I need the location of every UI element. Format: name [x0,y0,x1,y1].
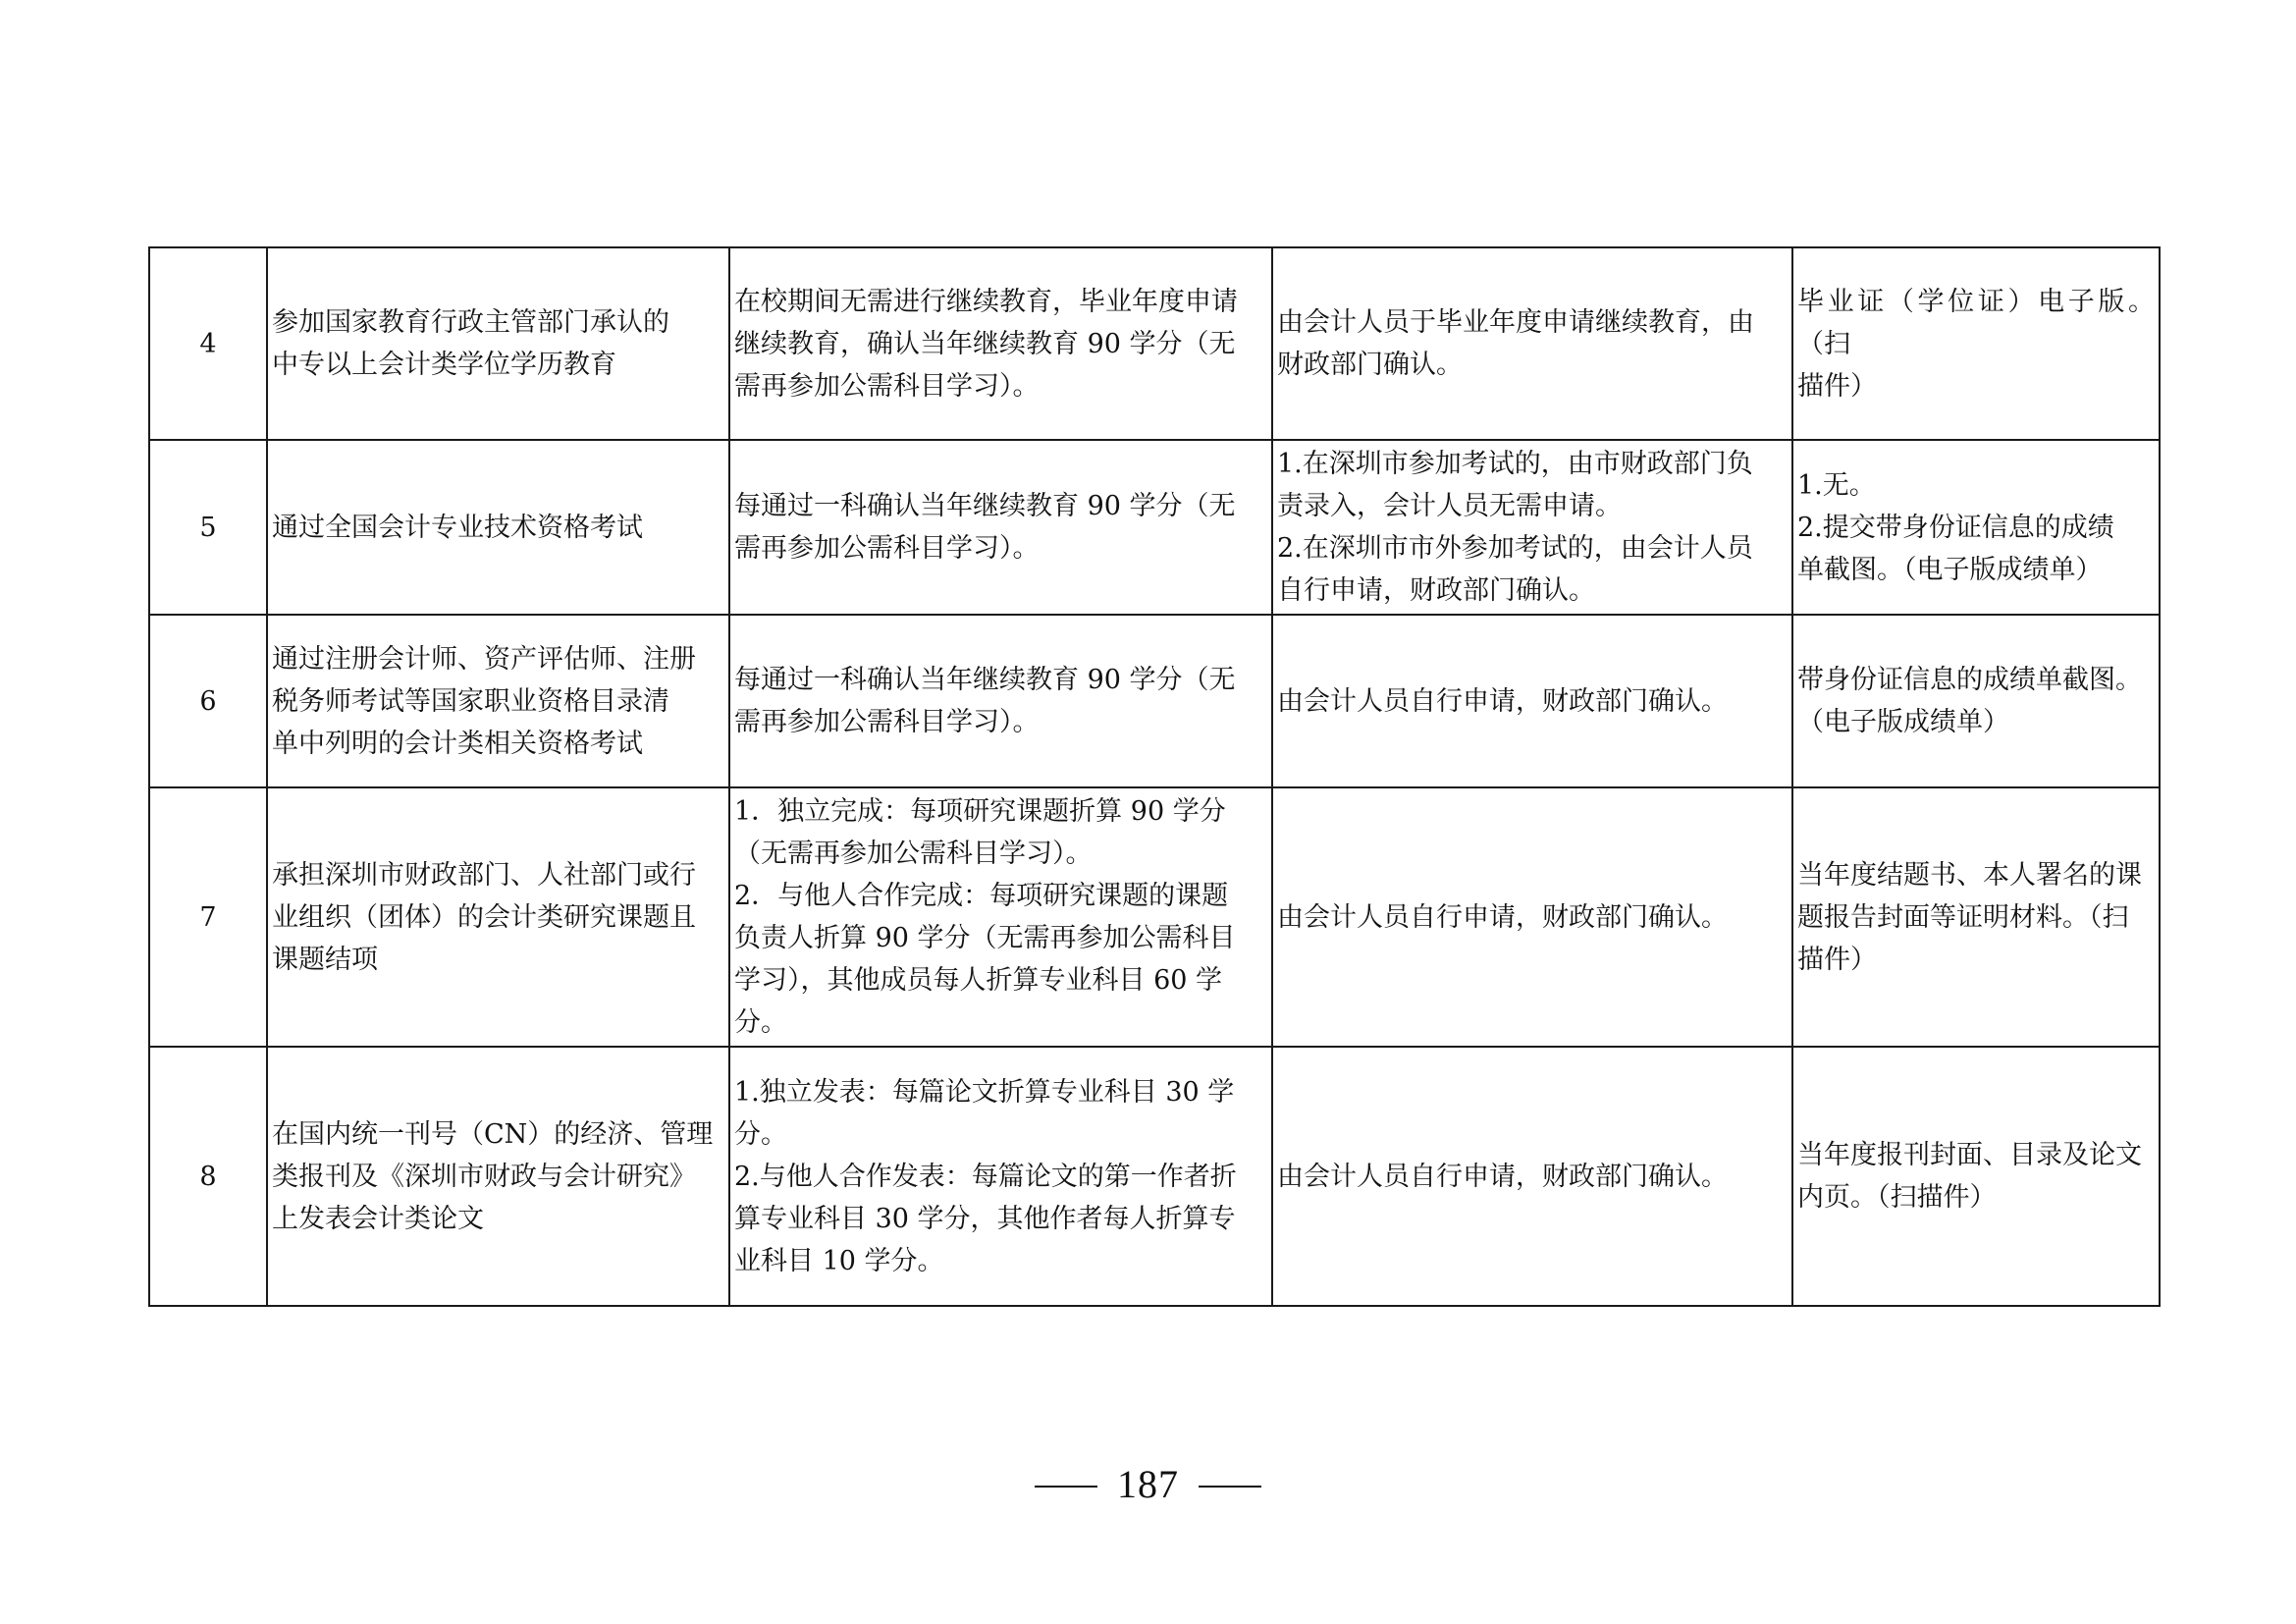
credit-rule-cell: 每通过一科确认当年继续教育 90 学分（无 需再参加公需科目学习）。 [729,440,1272,615]
table-row [149,787,2160,1047]
material-cell: 带身份证信息的成绩单截图。 （电子版成绩单） [1792,615,2160,787]
credit-rule-cell: 在校期间无需进行继续教育，毕业年度申请 继续教育，确认当年继续教育 90 学分（无 需再参加公需科目学习）。 [729,247,1272,440]
material-cell: 1.无。 2.提交带身份证信息的成绩 单截图。（电子版成绩单） [1792,440,2160,615]
credit-rule-cell: 1．独立完成：每项研究课题折算 90 学分 （无需再参加公需科目学习）。 2．与他人合作完成：每项研究课题的课题 负责人折算 90 学分（无需再参加公需科目 学习），其他成员每人折算专业科目 60 学 分。 [729,787,1272,1047]
procedure-cell: 由会计人员自行申请，财政部门确认。 [1272,615,1792,787]
row-number-cell: 4 [149,247,267,440]
row-number-cell: 8 [149,1047,267,1306]
material-cell: 当年度结题书、本人署名的课 题报告封面等证明材料。（扫 描件） [1792,787,2160,1047]
procedure-cell: 由会计人员自行申请，财政部门确认。 [1272,1047,1792,1306]
left-dash [1035,1486,1097,1488]
table-row [149,440,2160,615]
procedure-cell: 1.在深圳市参加考试的，由市财政部门负 责录入，会计人员无需申请。 2.在深圳市市外参加考试的，由会计人员 自行申请，财政部门确认。 [1272,440,1792,615]
item-cell: 通过全国会计专业技术资格考试 [267,440,729,615]
procedure-cell: 由会计人员自行申请，财政部门确认。 [1272,787,1792,1047]
continuing-education-table [148,246,2161,1307]
table-body [149,247,2160,1306]
right-dash [1199,1486,1261,1488]
material-cell: 当年度报刊封面、目录及论文 内页。（扫描件） [1792,1047,2160,1306]
procedure-cell: 由会计人员于毕业年度申请继续教育，由 财政部门确认。 [1272,247,1792,440]
credit-rule-cell: 每通过一科确认当年继续教育 90 学分（无 需再参加公需科目学习）。 [729,615,1272,787]
page-footer [0,1461,2296,1507]
item-cell: 承担深圳市财政部门、人社部门或行 业组织（团体）的会计类研究课题且 课题结项 [267,787,729,1047]
row-number-cell: 6 [149,615,267,787]
material-cell: 毕业证（学位证）电子版。（扫 描件） [1792,247,2160,440]
table-row [149,1047,2160,1306]
item-cell: 参加国家教育行政主管部门承认的 中专以上会计类学位学历教育 [267,247,729,440]
page-number: 187 [1117,1462,1179,1506]
table-row [149,615,2160,787]
row-number-cell: 7 [149,787,267,1047]
table-row [149,247,2160,440]
credit-rule-cell: 1.独立发表：每篇论文折算专业科目 30 学 分。 2.与他人合作发表：每篇论文的第一作者折 算专业科目 30 学分，其他作者每人折算专 业科目 10 学分。 [729,1047,1272,1306]
item-cell: 通过注册会计师、资产评估师、注册 税务师考试等国家职业资格目录清 单中列明的会计类相关资格考试 [267,615,729,787]
row-number-cell: 5 [149,440,267,615]
item-cell: 在国内统一刊号（CN）的经济、管理 类报刊及《深圳市财政与会计研究》 上发表会计类论文 [267,1047,729,1306]
